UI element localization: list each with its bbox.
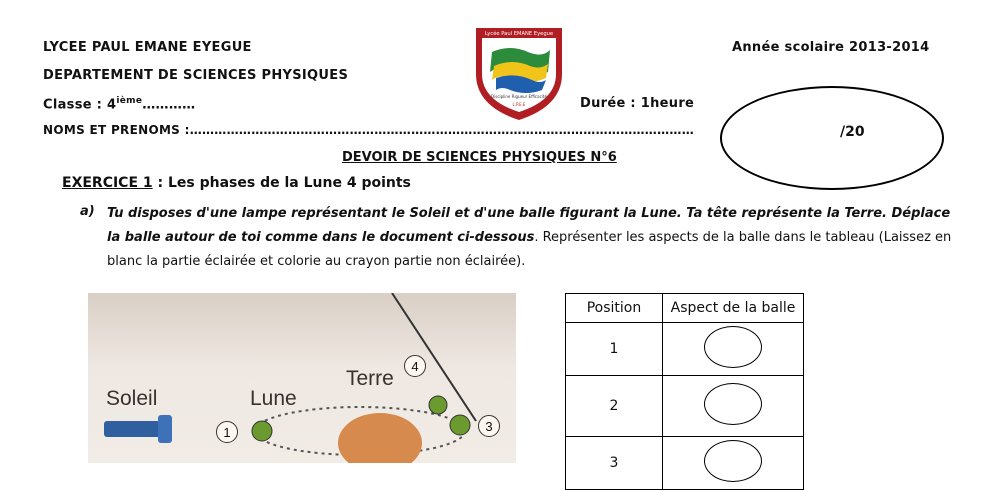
question-normal: . Représenter les aspects de la balle dans le tableau (Laissez en blanc la partie éclairée et colorie au crayon partie non éclairée). [107, 230, 952, 269]
class-dots: ………… [142, 97, 196, 113]
row-aspect-cell[interactable] [663, 376, 804, 437]
moon-ball-3 [450, 415, 470, 435]
table-header-row [566, 294, 804, 323]
exercise-sep: : [152, 175, 168, 191]
row-aspect-cell[interactable] [663, 437, 804, 490]
moon-ball-4 [429, 396, 447, 414]
flashlight-body [104, 421, 160, 437]
names-field: NOMS ET PRENOMS :…………………………………………………………………………………………………………… [43, 123, 695, 137]
duration: Durée : 1heure [580, 96, 695, 111]
table-row [566, 376, 804, 437]
ball-outline [704, 440, 762, 482]
department-name: DEPARTEMENT DE SCIENCES PHYSIQUES [43, 68, 349, 83]
row-position: 2 [566, 376, 663, 437]
class-prefix: Classe : 4 [43, 97, 117, 113]
logo-motto: Discipline Rigueur Efficacité [491, 94, 547, 99]
table-row [566, 323, 804, 376]
flashlight-head [158, 415, 172, 443]
child-figure [338, 413, 422, 463]
score-oval [720, 86, 944, 190]
question-marker: a) [80, 204, 95, 219]
logo-text: Lycée Paul EMANE Eyegue [484, 31, 554, 37]
school-year: Année scolaire 2013-2014 [732, 40, 930, 55]
class-sup: ième [116, 96, 143, 106]
moon-ball-1 [252, 421, 272, 441]
moon-phases-figure [88, 293, 516, 463]
position-1-marker: 1 [216, 421, 238, 443]
label-soleil: Soleil [106, 387, 158, 410]
label-terre: Terre [346, 367, 394, 390]
position-3-marker: 3 [478, 415, 500, 437]
question-italic: Tu disposes d'une lampe représentant le Soleil et d'une balle figurant la Lune. Ta tête représente la Terre. Déplace la balle autour de toi comme dans le document ci-dessous [107, 206, 951, 245]
row-position: 1 [566, 323, 663, 376]
positions-table [565, 293, 804, 490]
position-4-marker: 4 [404, 355, 426, 377]
row-position: 3 [566, 437, 663, 490]
exercise-heading [62, 175, 411, 191]
logo-initials: L.P.E.E [512, 102, 526, 107]
label-lune: Lune [250, 387, 297, 410]
header-position: Position [566, 294, 663, 323]
table-row [566, 437, 804, 490]
score-total: /20 [840, 124, 865, 140]
class-field [43, 96, 195, 112]
figure-drawing [88, 293, 516, 463]
exercise-label: EXERCICE 1 [62, 175, 153, 191]
school-name: LYCEE PAUL EMANE EYEGUE [43, 40, 252, 55]
devoir-title: DEVOIR DE SCIENCES PHYSIQUES N°6 [342, 150, 617, 165]
exercise-title: Les phases de la Lune 4 points [168, 175, 411, 191]
header-aspect: Aspect de la balle [663, 294, 804, 323]
row-aspect-cell[interactable] [663, 323, 804, 376]
ball-outline [704, 383, 762, 425]
question-text [107, 202, 955, 274]
school-logo [470, 22, 568, 124]
ball-outline [704, 326, 762, 368]
